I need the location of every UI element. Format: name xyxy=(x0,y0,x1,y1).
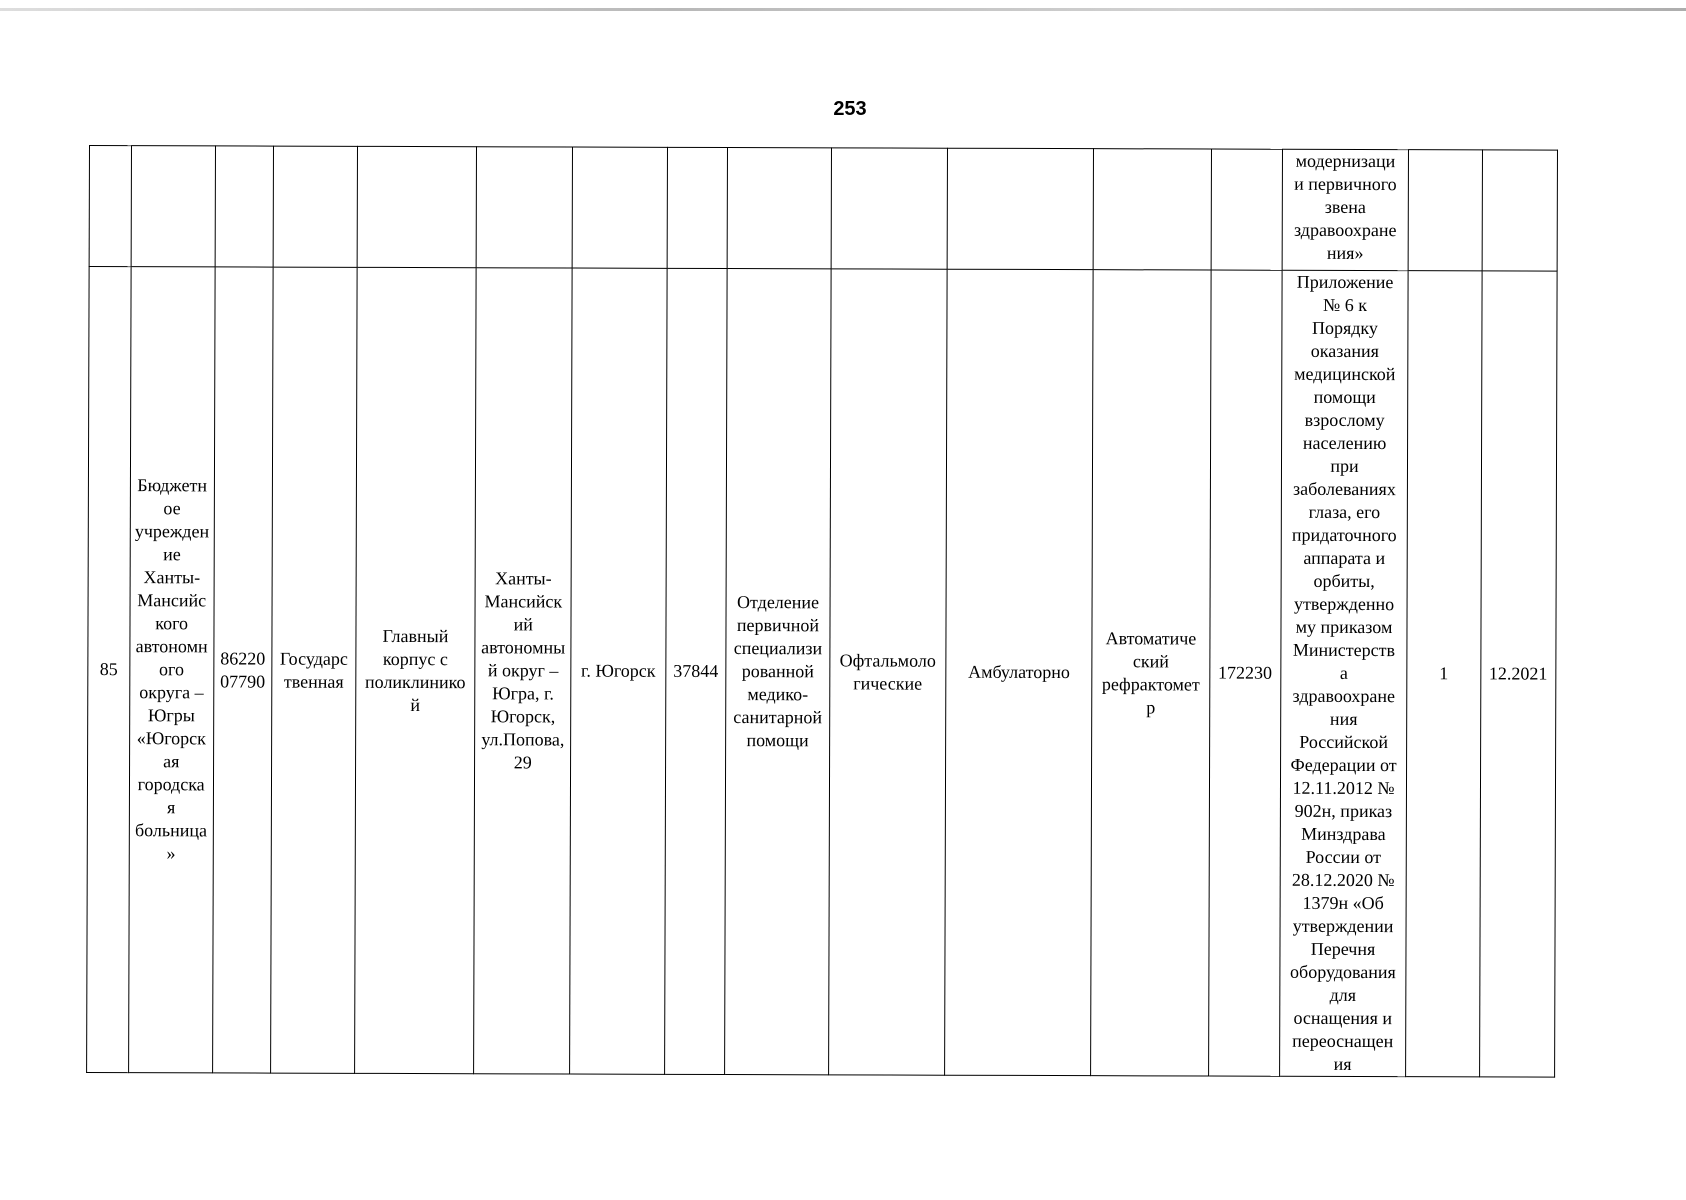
cell-empty xyxy=(476,147,573,268)
cell-equipment-code: 172230 xyxy=(1208,270,1282,1076)
cell-empty xyxy=(572,147,667,268)
scan-top-edge xyxy=(0,8,1686,11)
cell-empty xyxy=(1408,150,1482,271)
cell-inn: 86220 07790 xyxy=(212,267,273,1073)
cell-document-note: модернизаци и первичного звена здравоохране ния» xyxy=(1282,149,1409,270)
cell-city: г. Югорск xyxy=(570,268,667,1074)
cell-empty xyxy=(947,148,1094,269)
cell-empty xyxy=(273,146,357,267)
cell-equipment: Автоматиче ский рефрактомет р xyxy=(1091,270,1211,1076)
cell-profile: Офтальмоло гические xyxy=(828,269,947,1075)
cell-empty xyxy=(215,146,274,267)
continuation-row xyxy=(89,146,1557,272)
table-row xyxy=(87,267,1558,1078)
cell-empty xyxy=(831,148,948,269)
cell-ownership: Государс твенная xyxy=(271,267,357,1073)
equipment-table xyxy=(86,145,1558,1078)
cell-empty xyxy=(131,146,215,267)
cell-empty xyxy=(357,146,477,267)
cell-organization: Бюджетн ое учрежден ие Ханты- Мансийс кого автономн ого округа – Югры «Югорск ая городска я больница » xyxy=(128,267,214,1073)
cell-empty xyxy=(1211,149,1283,270)
cell-conditions: Амбулаторно xyxy=(945,269,1094,1075)
cell-empty xyxy=(89,146,131,267)
cell-address: Ханты- Мансийск ий автономны й округ – Югра, г. Югорск, ул.Попова, 29 xyxy=(474,268,573,1074)
cell-building: Главный корпус с поликлинико й xyxy=(354,267,476,1073)
cell-empty xyxy=(1482,150,1558,271)
cell-code: 37844 xyxy=(664,268,727,1074)
page-number: 253 xyxy=(833,98,867,120)
cell-empty xyxy=(1094,149,1212,270)
cell-date: 12.2021 xyxy=(1479,271,1557,1077)
cell-empty xyxy=(667,147,728,268)
cell-legal-basis: Приложение № 6 к Порядку оказания медицинской помощи взрослому населению при заболеваниях глаза, его придаточного аппарата и орбиты, утвержденно му приказом Министерств а здравоохране ния Российской Федерации от 12.11.2012 № 902н, приказ Минздрава России от 28.12.2020 № 1379н «Об утверждении Перечня оборудования для оснащения и переоснащен ия xyxy=(1279,270,1408,1076)
cell-empty xyxy=(727,148,831,269)
cell-department: Отделение первичной специализи рованной медико- санитарной помощи xyxy=(725,269,831,1075)
cell-row-number: 85 xyxy=(87,267,131,1073)
cell-quantity: 1 xyxy=(1406,271,1482,1077)
